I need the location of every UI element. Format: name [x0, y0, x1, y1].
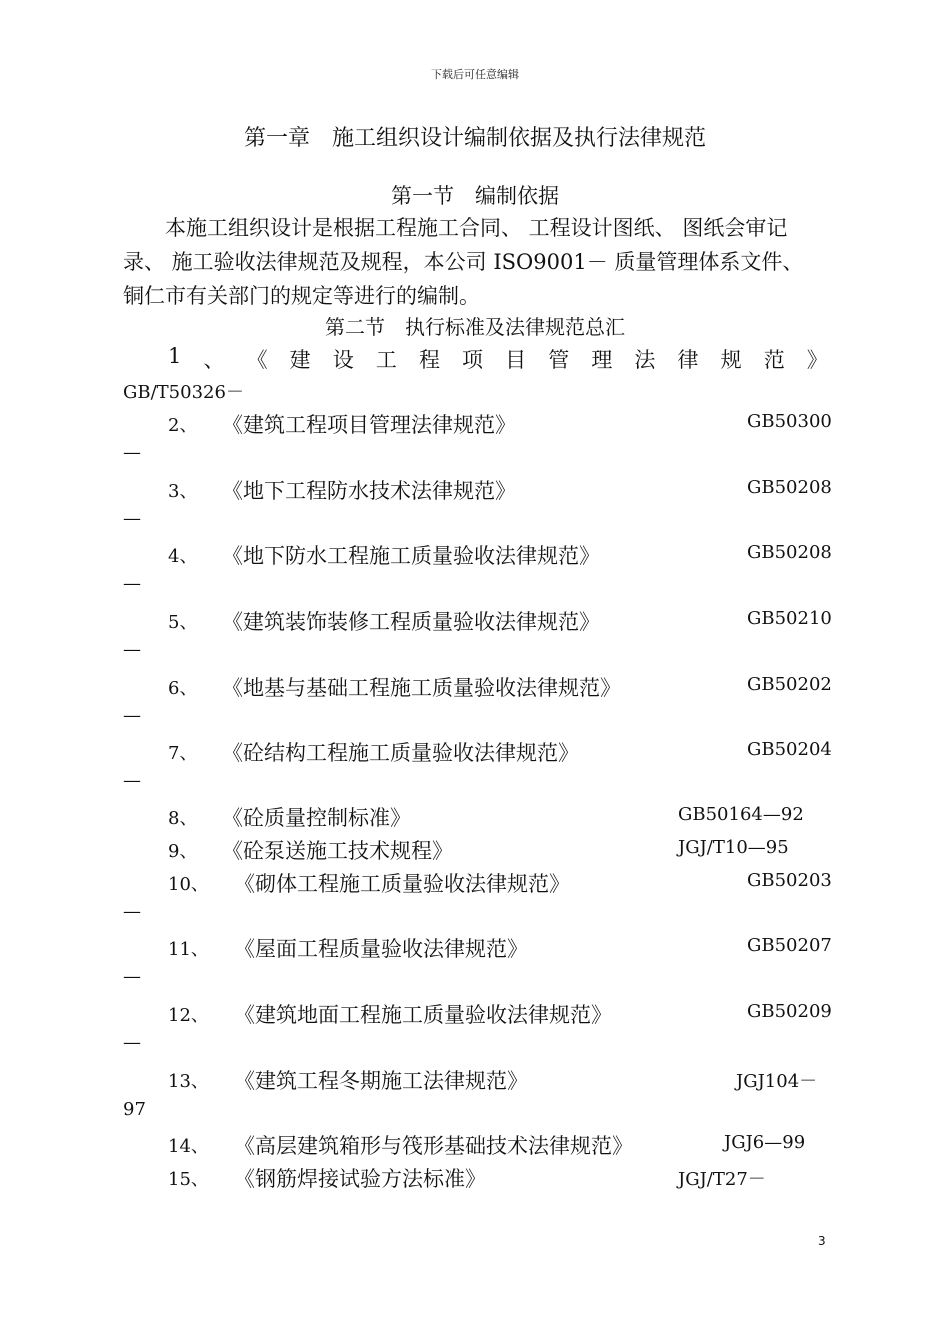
item-code-continuation: — — [123, 901, 141, 922]
item1-char: 》 — [806, 348, 828, 372]
item-number: 5、 — [168, 612, 198, 633]
item-code-continuation: — — [123, 442, 141, 463]
item-number: 7、 — [168, 743, 198, 764]
item-number: 13、 — [168, 1071, 209, 1092]
item-code-continuation: — — [123, 639, 141, 660]
item-number: 10、 — [168, 874, 209, 895]
item-title: 《高层建筑箱形与筏形基础技术法律规范》 — [234, 1134, 633, 1158]
item-title: 《屋面工程质量验收法律规范》 — [234, 937, 528, 961]
item-number: 4、 — [168, 546, 198, 567]
item1-char: 目 — [505, 348, 527, 372]
item-number: 11、 — [168, 939, 209, 960]
item1-char: 法 — [634, 348, 656, 372]
page-header: 下载后可任意编辑 — [431, 68, 519, 81]
item-code-continuation: — — [123, 966, 141, 987]
item-code-continuation: — — [123, 1032, 141, 1053]
item-code: GB50164—92 — [678, 804, 804, 825]
item1-char: 项 — [462, 348, 484, 372]
item-code: GB50202 — [747, 674, 832, 695]
item1-char: 理 — [591, 348, 613, 372]
item-code: GB50203 — [747, 870, 832, 891]
item-code: JGJ/T10—95 — [678, 837, 789, 858]
item-code: GB50300 — [747, 411, 832, 432]
item-code: GB50210 — [747, 608, 832, 629]
item-code-continuation: — — [123, 508, 141, 529]
item-code: GB50209 — [747, 1001, 832, 1022]
item-code: GB50208 — [747, 477, 832, 498]
chapter-title: 第一章 施工组织设计编制依据及执行法律规范 — [243, 126, 706, 151]
item1-char: 律 — [677, 348, 699, 372]
item1-char: 范 — [763, 348, 785, 372]
item1-code: GB/T50326－ — [123, 382, 244, 403]
item1-char: 管 — [548, 348, 570, 372]
item-number: 3、 — [168, 481, 198, 502]
item1-char: 规 — [720, 348, 742, 372]
item-code-continuation: 97 — [123, 1099, 146, 1120]
item1-char: 《 — [246, 348, 268, 372]
item-number: 14、 — [168, 1136, 209, 1157]
item-title: 《砌体工程施工质量验收法律规范》 — [234, 872, 570, 896]
item-code: JGJ/T27－ — [678, 1169, 766, 1190]
item-title: 《建筑工程项目管理法律规范》 — [222, 413, 516, 437]
item1-char: 、 — [203, 348, 225, 372]
item-number: 9、 — [168, 841, 198, 862]
item-code: GB50208 — [747, 542, 832, 563]
item-code: JGJ104－ — [736, 1071, 818, 1092]
item-code: GB50207 — [747, 935, 832, 956]
item-number: 12、 — [168, 1005, 209, 1026]
item-number: 15、 — [168, 1169, 209, 1190]
item-code-continuation: — — [123, 705, 141, 726]
item-title: 《钢筋焊接试验方法标准》 — [234, 1167, 486, 1191]
page-number: 3 — [818, 1234, 826, 1248]
item1-char: 程 — [418, 348, 440, 372]
item-title: 《建筑装饰装修工程质量验收法律规范》 — [222, 610, 600, 634]
item-title: 《砼质量控制标准》 — [222, 806, 411, 830]
item-title: 《建筑地面工程施工质量验收法律规范》 — [234, 1003, 612, 1027]
item-title: 《地下工程防水技术法律规范》 — [222, 479, 516, 503]
item-title: 《砼泵送施工技术规程》 — [222, 839, 453, 863]
item-code-continuation: — — [123, 573, 141, 594]
item-title: 《砼结构工程施工质量验收法律规范》 — [222, 741, 579, 765]
item1-char: 设 — [332, 348, 354, 372]
standard-item-1 — [168, 344, 828, 374]
item-number: 2、 — [168, 415, 198, 436]
item-number: 8、 — [168, 808, 198, 829]
item1-char: 1 — [168, 344, 182, 368]
intro-paragraph-text: 本施工组织设计是根据工程施工合同、 工程设计图纸、 图纸会审记录、 施工验收法律规范及规程，本公司 ISO9001－ 质量管理体系文件、 铜仁市有关部门的规定等进行的编制。 — [123, 216, 804, 308]
item-code: GB50204 — [747, 739, 832, 760]
item1-char: 工 — [375, 348, 397, 372]
intro-paragraph — [123, 211, 829, 313]
item-title: 《地下防水工程施工质量验收法律规范》 — [222, 544, 600, 568]
item1-char: 建 — [289, 348, 311, 372]
section-2-title: 第二节 执行标准及法律规范总汇 — [325, 315, 625, 339]
item-code-continuation: — — [123, 770, 141, 791]
item-number: 6、 — [168, 678, 198, 699]
item-title: 《建筑工程冬期施工法律规范》 — [234, 1069, 528, 1093]
item-title: 《地基与基础工程施工质量验收法律规范》 — [222, 676, 621, 700]
section-1-title: 第一节 编制依据 — [391, 184, 559, 208]
item-code: JGJ6—99 — [724, 1132, 806, 1153]
